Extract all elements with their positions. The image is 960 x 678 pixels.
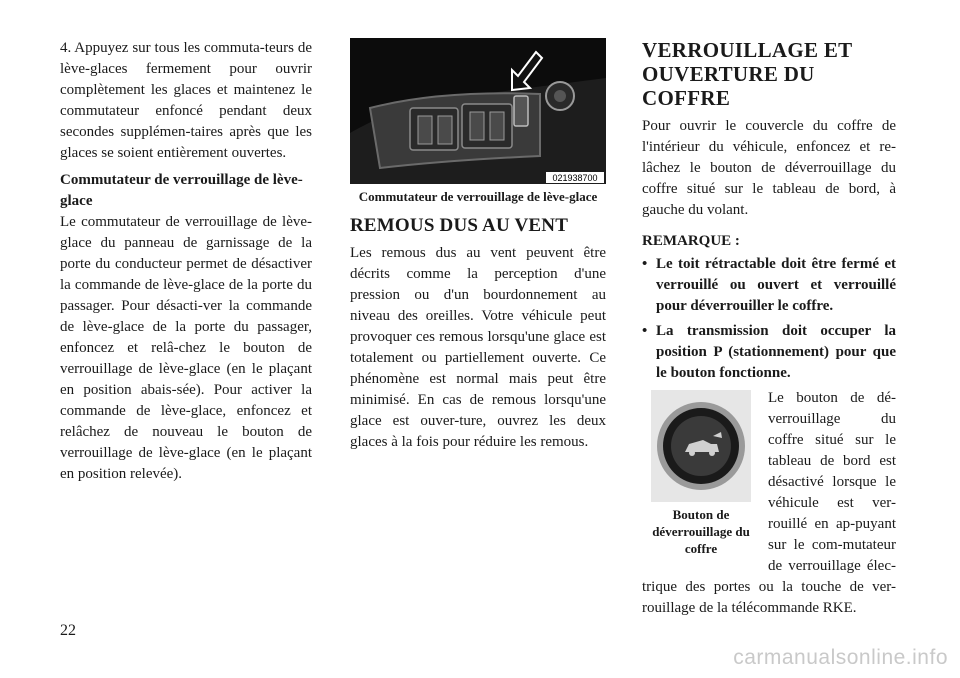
wind-buffeting-paragraph: Les remous dus au vent peuvent être décrits comme la perception d'une pression ou d'un bourdonnement au niveau des oreilles. Votre véhicule peut provoquer ces remous lorsqu'une glace est totalement ou partiellement ouverte. Ce phénomène est normal mais peut être minimisé. En cas de remous lorsqu'une glace est ouver-ture, ouvrez les deux glaces à la fois pour réduire les remous. bbox=[350, 245, 606, 450]
site-watermark: carmanualsonline.info bbox=[733, 646, 948, 669]
column-right bbox=[642, 38, 896, 619]
column-middle bbox=[350, 38, 606, 453]
image-code: 021938700 bbox=[552, 173, 598, 183]
column-left bbox=[60, 38, 312, 485]
subheading-window-lock: Commutateur de verrouillage de lève-glace bbox=[60, 172, 303, 209]
section-heading-wind-buffeting: REMOUS DUS AU VENT bbox=[350, 215, 569, 236]
page-number: 22 bbox=[60, 622, 76, 639]
window-lock-switch-photo bbox=[350, 38, 606, 184]
trunk-release-icon bbox=[651, 390, 751, 502]
note-item: • Le toit rétractable doit être fermé et verrouillé ou ouvert et verrouillé pour déverrouiller le coffre. bbox=[642, 254, 896, 317]
instruction-paragraph: 4. Appuyez sur tous les commuta-teurs de lève-glaces fermement pour ouvrir complètement les glaces et maintenez le commutateur enfoncé pendant deux secondes supplémen-taires après que les glaces se soient entièrement ouvertes. bbox=[60, 40, 312, 161]
trunk-release-button-photo bbox=[651, 390, 751, 502]
section-heading-trunk: VERROUILLAGE ET OUVERTURE DU COFFRE bbox=[642, 38, 853, 110]
window-lock-paragraph: Le commutateur de verrouillage de lève-glace du panneau de garnissage de la porte du conducteur permet de désactiver la commande de lève-glace de la porte du passager. Pour désacti-ver la commande de lève-glace de la porte du passager, enfoncez et relâ-chez le bouton de verrouillage de lève-glace (en le plaçant en position abais-sée). Pour activer la commande de lève-glace, enfoncez et relâchez de nouveau le bouton de verrouillage de lève-glace (en le plaçant en position relevée). bbox=[60, 214, 312, 482]
note-label: REMARQUE : bbox=[642, 233, 740, 249]
window-lock-caption: Commutateur de verrouillage de lève-glace bbox=[358, 189, 598, 204]
trunk-open-paragraph: Pour ouvrir le couvercle du coffre de l'intérieur du véhicule, enfoncez et re-lâchez le bouton de déverrouillage du coffre situé sur le tableau de bord, à gauche du volant. bbox=[642, 118, 896, 218]
trunk-button-paragraph: Le bouton de dé-verrouillage du coffre situé sur le tableau de bord est désactivé lorsque le véhicule est ver-rouillé en ap-puyant sur le com-mutateur de verrouillage élec-trique des portes ou la touche de ver-rouillage de la télécommande RKE. bbox=[642, 390, 896, 616]
door-panel-illustration bbox=[350, 38, 606, 184]
note-item: • La transmission doit occuper la position P (stationnement) pour que le bouton fonctionne. bbox=[642, 321, 896, 384]
trunk-button-figure bbox=[642, 390, 760, 557]
trunk-button-caption: Bouton de déverrouillage du coffre bbox=[652, 507, 750, 556]
note-list bbox=[642, 254, 896, 384]
